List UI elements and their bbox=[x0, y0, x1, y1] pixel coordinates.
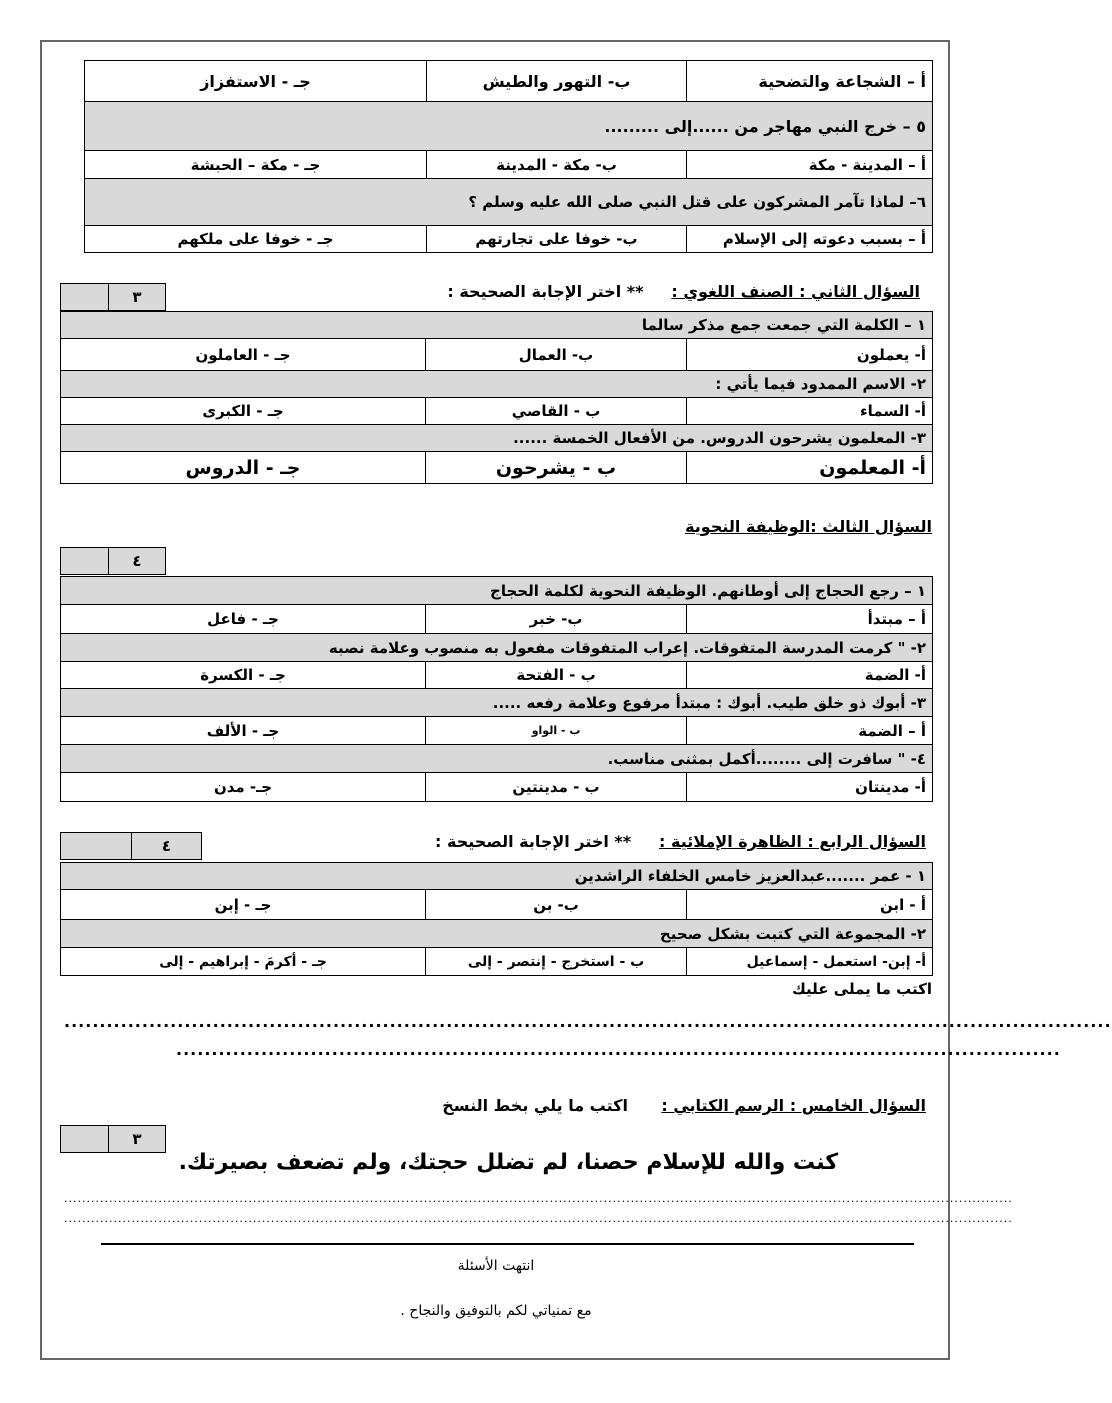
option-a[interactable]: أ – الضمة bbox=[687, 717, 933, 745]
option-c[interactable]: جـ - الكسرة bbox=[61, 662, 426, 689]
score-value: ٣ bbox=[109, 284, 166, 311]
section3-heading bbox=[685, 517, 932, 536]
option-c[interactable]: جـ - خوفا على ملكهم bbox=[85, 226, 427, 253]
option-c[interactable]: جـ - الألف bbox=[61, 717, 426, 745]
option-a[interactable]: أ- السماء bbox=[687, 398, 933, 425]
section5-heading bbox=[442, 1096, 926, 1115]
score-value: ٤ bbox=[132, 833, 202, 860]
question-stem: ١ – الكلمة التي جمعت جمع مذكر سالما bbox=[61, 312, 933, 339]
question-stem: ٤- " سافرت إلى ........أكمل بمثنى مناسب. bbox=[61, 745, 933, 773]
option-a[interactable]: أ- الضمة bbox=[687, 662, 933, 689]
dictation-label: اكتب ما يملى عليك bbox=[792, 980, 932, 998]
section4-table bbox=[60, 862, 933, 976]
score-value: ٣ bbox=[109, 1126, 166, 1153]
section-instruction: ** اختر الإجابة الصحيحة : bbox=[435, 832, 632, 851]
option-a[interactable]: أ – المدينة - مكة bbox=[687, 151, 933, 179]
question-stem: ٣- المعلمون يشرحون الدروس. من الأفعال الخمسة ...... bbox=[61, 425, 933, 452]
option-a[interactable]: أ- المعلمون bbox=[687, 452, 933, 484]
option-b[interactable]: ب - مدينتين bbox=[426, 773, 687, 802]
section-title: السؤال الخامس : الرسم الكتابي : bbox=[661, 1096, 926, 1115]
score-box bbox=[60, 1125, 166, 1153]
option-c[interactable]: جـ - العاملون bbox=[61, 339, 426, 371]
question-stem: ١ – رجع الحجاج إلى أوطانهم. الوظيفة النحوية لكلمة الحجاج bbox=[61, 577, 933, 605]
end-text: انتهت الأسئلة bbox=[457, 1258, 535, 1274]
option-b[interactable]: ب- التهور والطيش bbox=[427, 61, 687, 102]
section-instruction: ** اختر الإجابة الصحيحة : bbox=[447, 282, 644, 301]
option-c[interactable]: جـ - مكة – الحبشة bbox=[85, 151, 427, 179]
option-a[interactable]: أ- إبن- استعمل - إسماعيل bbox=[687, 948, 933, 976]
option-b[interactable]: ب- خوفا على تجارتهم bbox=[427, 226, 687, 253]
option-b[interactable]: ب - الواو bbox=[426, 717, 687, 745]
option-b[interactable]: ب - الفتحة bbox=[426, 662, 687, 689]
question-stem: ٢- " كرمت المدرسة المتفوقات. إعراب المتفوقات مفعول به منصوب وعلامة نصبه bbox=[61, 634, 933, 662]
section2-table bbox=[60, 311, 933, 484]
option-a[interactable]: أ – مبتدأ bbox=[687, 605, 933, 634]
wishes-text: مع تمنياتي لكم بالتوفيق والنجاح . bbox=[400, 1303, 592, 1319]
option-a[interactable]: أ - ابن bbox=[687, 890, 933, 920]
option-c[interactable]: جـ - إبن bbox=[61, 890, 426, 920]
score-box bbox=[60, 832, 202, 860]
option-b[interactable]: ب - القاصي bbox=[426, 398, 687, 425]
option-a[interactable]: أ- يعملون bbox=[687, 339, 933, 371]
question-stem: ٢- الاسم الممدود فيما يأتي : bbox=[61, 371, 933, 398]
option-c[interactable]: جـ - أكرمَ - إبراهيم - إلى bbox=[61, 948, 426, 976]
section2-heading bbox=[447, 282, 920, 301]
section-title: السؤال الرابع : الظاهرة الإملائية : bbox=[659, 832, 926, 851]
option-c[interactable]: جـ - الدروس bbox=[61, 452, 426, 484]
option-c[interactable]: جـ - فاعل bbox=[61, 605, 426, 634]
question-stem: ٥ – خرج النبي مهاجر من ......إلى ......... bbox=[85, 102, 933, 151]
question-stem: ١ - عمر .......عبدالعزيز خامس الخلفاء الراشدين bbox=[61, 863, 933, 890]
score-value: ٤ bbox=[109, 548, 166, 575]
footer-divider bbox=[101, 1243, 914, 1245]
section3-table bbox=[60, 576, 933, 802]
option-a[interactable]: أ- مدينتان bbox=[687, 773, 933, 802]
section4-heading bbox=[435, 832, 926, 851]
calligraphy-sentence: كنت والله للإسلام حصنا، لم تضلل حجتك، ولم تضعف بصيرتك. bbox=[178, 1150, 838, 1175]
section1-table bbox=[84, 60, 933, 253]
option-a[interactable]: أ – الشجاعة والتضحية bbox=[687, 61, 933, 102]
option-b[interactable]: ب - يشرحون bbox=[426, 452, 687, 484]
section-instruction: اكتب ما يلي بخط النسخ bbox=[442, 1096, 628, 1115]
option-a[interactable]: أ – بسبب دعوته إلى الإسلام bbox=[687, 226, 933, 253]
option-c[interactable]: جـ - الاستفزاز bbox=[85, 61, 427, 102]
dictation-line[interactable]: ............................................................................................................................. bbox=[176, 1040, 1061, 1059]
score-box bbox=[60, 283, 166, 311]
question-stem: ٣- أبوك ذو خلق طيب. أبوك : مبتدأ مرفوع وعلامة رفعه ..... bbox=[61, 689, 933, 717]
option-b[interactable]: ب- خبر bbox=[426, 605, 687, 634]
option-b[interactable]: ب- مكة - المدينة bbox=[427, 151, 687, 179]
writing-line[interactable]: ................................................................................................................................................................................................................... bbox=[64, 1192, 1013, 1205]
section-title: السؤال الثالث :الوظيفة النحوية bbox=[685, 517, 932, 536]
option-b[interactable]: ب- العمال bbox=[426, 339, 687, 371]
option-b[interactable]: ب - استخرج - إنتصر - إلى bbox=[426, 948, 687, 976]
writing-line[interactable]: ................................................................................................................................................................................................................... bbox=[64, 1212, 1013, 1225]
dictation-line[interactable]: .................................................................................................................................................... bbox=[64, 1012, 1112, 1031]
question-stem: ٢- المجموعة التي كتبت بشكل صحيح bbox=[61, 920, 933, 948]
option-c[interactable]: جـ- مدن bbox=[61, 773, 426, 802]
option-c[interactable]: جـ - الكبرى bbox=[61, 398, 426, 425]
question-stem: ٦– لماذا تآمر المشركون على قتل النبي صلى الله عليه وسلم ؟ bbox=[85, 179, 933, 226]
score-box bbox=[60, 547, 166, 575]
section-title: السؤال الثاني : الصنف اللغوي : bbox=[671, 282, 920, 301]
option-b[interactable]: ب- بن bbox=[426, 890, 687, 920]
